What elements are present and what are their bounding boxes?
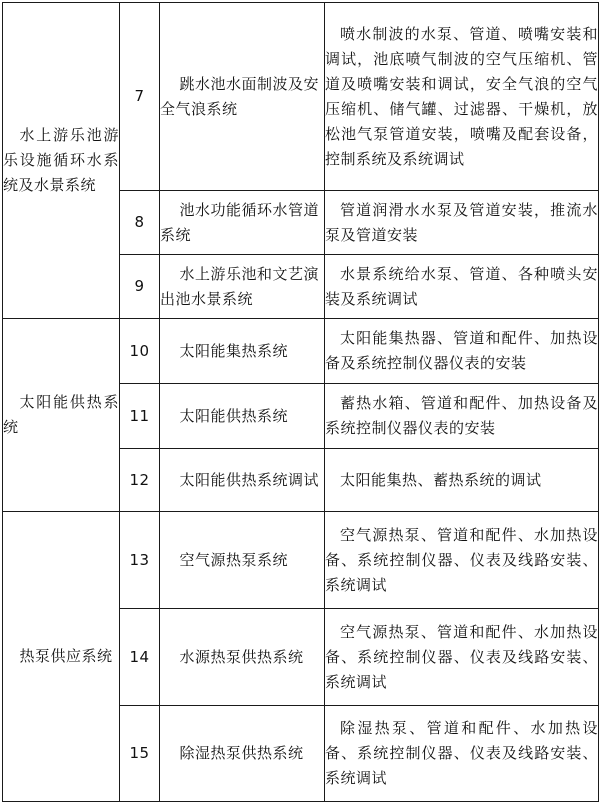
item-content-cell bbox=[325, 609, 599, 706]
item-content-cell bbox=[325, 449, 599, 512]
item-content-cell bbox=[325, 191, 599, 255]
item-content-cell bbox=[325, 3, 599, 191]
item-name: 跳水池水面制波及安全气浪系统 bbox=[160, 74, 320, 118]
item-content-cell bbox=[325, 706, 599, 802]
item-name-cell bbox=[160, 3, 325, 191]
item-name-cell bbox=[160, 609, 325, 706]
item-name-cell bbox=[160, 384, 325, 449]
row-number: 13 bbox=[120, 512, 160, 609]
item-content-cell bbox=[325, 255, 599, 319]
item-content: 太阳能集热、蓄热系统的调试 bbox=[340, 470, 542, 489]
item-content-cell bbox=[325, 512, 599, 609]
specification-table bbox=[2, 2, 599, 802]
group-cell bbox=[3, 512, 120, 802]
item-content: 空气源热泵、管道和配件、水加热设备、系统控制仪器、仪表及线路安装、系统调试 bbox=[325, 622, 598, 691]
table-row bbox=[3, 319, 599, 384]
table-row bbox=[3, 3, 599, 191]
item-content: 除湿热泵、管道和配件、水加热设备、系统控制仪器、仪表及线路安装、系统调试 bbox=[325, 719, 598, 787]
group-cell bbox=[3, 319, 120, 512]
group-label: 太阳能供热系统 bbox=[3, 393, 119, 436]
item-name: 太阳能供热系统 bbox=[179, 406, 289, 425]
table-row bbox=[3, 512, 599, 609]
item-content: 水景系统给水泵、管道、各种喷头安装及系统调试 bbox=[325, 264, 598, 308]
item-name-cell bbox=[160, 512, 325, 609]
item-name: 太阳能集热系统 bbox=[179, 341, 289, 360]
item-content: 蓄热水箱、管道和配件、加热设备及系统控制仪器仪表的安装 bbox=[325, 394, 598, 437]
item-content: 空气源热泵、管道和配件、水加热设备、系统控制仪器、仪表及线路安装、系统调试 bbox=[325, 525, 598, 594]
item-content: 喷水制波的水泵、管道、喷嘴安装和调试，池底喷气制波的空气压缩机、管道及喷嘴安装和调试，安全气浪的空气压缩机、储气罐、过滤器、干燥机，放松池气泵管道安装，喷嘴及配套设备，控制系统及系统调试 bbox=[325, 24, 598, 168]
row-number: 7 bbox=[120, 3, 160, 191]
item-content-cell bbox=[325, 319, 599, 384]
item-content: 太阳能集热器、管道和配件、加热设备及系统控制仪器仪表的安装 bbox=[325, 329, 598, 372]
item-name-cell bbox=[160, 319, 325, 384]
row-number: 15 bbox=[120, 706, 160, 802]
item-content: 管道润滑水水泵及管道安装，推流水泵及管道安装 bbox=[325, 200, 598, 244]
row-number: 14 bbox=[120, 609, 160, 706]
item-name: 空气源热泵系统 bbox=[179, 550, 289, 569]
item-name: 水上游乐池和文艺演出池水景系统 bbox=[160, 264, 320, 308]
item-content-cell bbox=[325, 384, 599, 449]
group-label: 水上游乐池游乐设施循环水系统及水景系统 bbox=[3, 126, 119, 194]
row-number: 10 bbox=[120, 319, 160, 384]
row-number: 9 bbox=[120, 255, 160, 319]
group-label: 热泵供应系统 bbox=[19, 647, 113, 665]
item-name: 池水功能循环水管道系统 bbox=[160, 200, 320, 244]
item-name: 水源热泵供热系统 bbox=[179, 647, 304, 666]
row-number: 8 bbox=[120, 191, 160, 255]
item-name-cell bbox=[160, 706, 325, 802]
item-name-cell bbox=[160, 191, 325, 255]
item-name: 除湿热泵供热系统 bbox=[179, 744, 304, 762]
group-cell bbox=[3, 3, 120, 319]
row-number: 12 bbox=[120, 449, 160, 512]
item-name-cell bbox=[160, 449, 325, 512]
item-name-cell bbox=[160, 255, 325, 319]
row-number: 11 bbox=[120, 384, 160, 449]
item-name: 太阳能供热系统调试 bbox=[179, 470, 320, 489]
